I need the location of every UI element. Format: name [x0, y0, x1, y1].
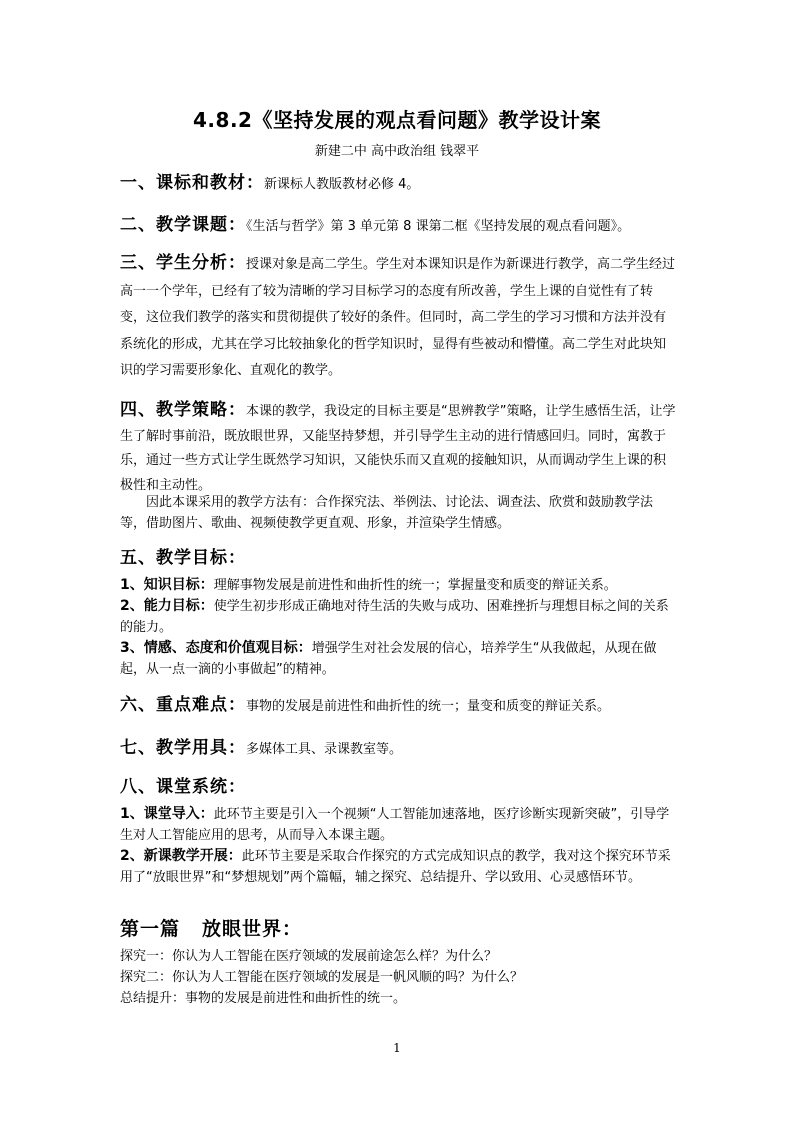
section-text: 多媒体工具、录课教室等。 — [246, 742, 403, 757]
objective-item — [120, 638, 676, 680]
section-text: 授课对象是高二学生。学生对本课知识是作为新课进行教学，高二学生经过高一一个学年，已经有了较为清晰的学习目标学习的态度有所改善，学生上课的自觉性有了转变，这位我们教学的落实和贯彻提供了较好的条件。但同时，高二学生的学习习惯和方法并没有系统化的形成，尤其在学习比较抽象化的哲学知识时，显得有些被动和懵懂。高二学生对此块知识的学习需要形象化、直观化的教学。 — [120, 257, 676, 378]
section-classroom-heading — [120, 772, 680, 797]
section-heading: 一、课标和教材： — [120, 173, 264, 193]
part-heading — [120, 914, 680, 941]
title-text: 《坚持发展的观点看问题》教学设计案 — [252, 108, 601, 132]
section-text: 本课的教学，我设定的目标主要是“思辨教学”策略，让学生感悟生活，让学生了解时事前沿，既放眼世界，又能坚持梦想，并引导学生主动的进行情感回归。同时，寓教于乐，通过一些方式让学生既然学习知识，又能快乐而又直观的接触知识，从而调动学生上课的积极性和主动性。 — [120, 404, 676, 493]
section-heading: 四、教学策略： — [120, 400, 246, 420]
summary-line: 总结提升：事物的发展是前进性和曲折性的统一。 — [120, 991, 407, 1006]
section-objectives-heading — [120, 543, 680, 568]
section-text: 事物的发展是前进性和曲折性的统一；量变和质变的辩证关系。 — [246, 699, 611, 714]
inquiry-line: 探究二：你认为人工智能在医疗领域的发展是一帆风顺的吗？为什么？ — [120, 970, 524, 985]
section-tools — [120, 733, 680, 758]
inquiry-line: 探究一：你认为人工智能在医疗领域的发展前途怎么样？为什么？ — [120, 949, 498, 964]
section-topic — [120, 210, 680, 235]
objective-label: 2、能力目标： — [120, 598, 214, 614]
section-strategy-methods — [120, 492, 676, 534]
objective-item — [120, 575, 676, 596]
section-text: 《生活与哲学》第 3 单元第 8 课第二框《坚持发展的观点看问题》。 — [246, 219, 631, 234]
section-heading: 二、教学课题： — [120, 215, 246, 235]
section-student-analysis — [120, 250, 676, 385]
section-heading: 七、教学用具： — [120, 738, 246, 758]
section-key-points — [120, 690, 680, 715]
objective-text: 增强学生对社会发展的信心，培养学生“从我做起，从现在做起，从一点一滴的小事做起”的精神。 — [120, 641, 657, 677]
objective-item — [120, 596, 676, 638]
section-curriculum — [120, 168, 680, 193]
page-number: 1 — [393, 1041, 401, 1055]
author-line: 新建二中 高中政治组 钱翠平 — [314, 144, 480, 159]
section-heading: 三、学生分析： — [120, 253, 246, 273]
title-number: 4.8.2 — [193, 108, 253, 132]
classroom-item — [120, 804, 676, 846]
section-strategy — [120, 398, 676, 498]
document-title — [0, 104, 794, 133]
objective-label: 3、情感、态度和价值观目标： — [120, 640, 312, 656]
objective-label: 1、知识目标： — [120, 577, 214, 593]
classroom-item — [120, 846, 676, 888]
objective-text: 理解事物发展是前进性和曲折性的统一；掌握量变和质变的辩证关系。 — [213, 578, 617, 593]
classroom-text: 此环节主要是采取合作探究的方式完成知识点的教学，我对这个探究环节采用了“放眼世界”和“梦想规划”两个篇幅，辅之探究、总结提升、学以致用、心灵感悟环节。 — [120, 849, 671, 885]
section-heading: 五、教学目标： — [120, 548, 246, 568]
section-text: 新课标人教版教材必修 4。 — [264, 177, 420, 192]
classroom-text: 此环节主要是引入一个视频“人工智能加速落地，医疗诊断实现新突破”，引导学生对人工智能应用的思考，从而导入本课主题。 — [120, 807, 670, 843]
part-title: 第一篇 放眼世界： — [120, 918, 303, 940]
part-questions — [120, 946, 680, 1009]
section-heading: 八、课堂系统： — [120, 777, 246, 797]
classroom-label: 2、新课教学开展： — [120, 848, 242, 864]
classroom-label: 1、课堂导入： — [120, 806, 214, 822]
objective-text: 使学生初步形成正确地对待生活的失败与成功、困难挫折与理想目标之间的关系的能力。 — [120, 599, 669, 635]
section-text: 因此本课采用的教学方法有：合作探究法、举例法、讨论法、调查法、欣赏和鼓励教学法等，借助图片、歌曲、视频使教学更直观、形象，并渲染学生情感。 — [120, 495, 654, 531]
section-heading: 六、重点难点： — [120, 695, 246, 715]
